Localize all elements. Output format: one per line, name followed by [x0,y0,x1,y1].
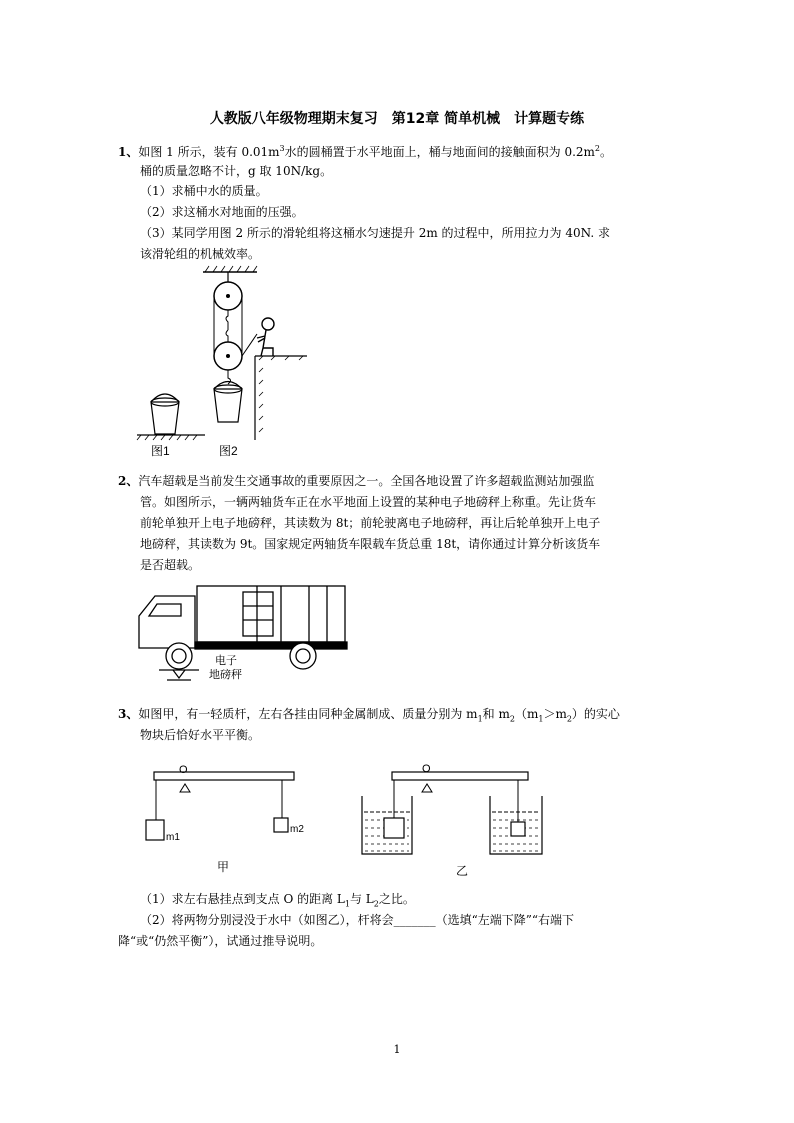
fig-jia-label: 甲 [217,860,230,874]
figure-pulley [135,262,315,462]
beaker-right [490,780,542,854]
page-number: 1 [393,1043,401,1056]
q2-line5: 是否超载。 [140,558,201,572]
fulcrum-icon [180,784,190,792]
fig-yi-label: 乙 [456,864,469,878]
figure-lever-yi [356,758,556,880]
scale-icon [159,670,199,680]
q2-number: 2、 [118,474,139,488]
hanging-bucket-icon [214,382,242,423]
q1-sub2: （2）求这桶水对地面的压强。 [140,205,304,219]
lever-bar [154,772,294,780]
q3-sub2: （2）将两物分别浸没于水中（如图乙），杆将会_______（选填“左端下降”“右端下 [140,913,575,927]
svg-text:O: O [179,764,188,776]
block-m1 [146,820,164,840]
page-title: 人教版八年级物理期末复习 第12章 简单机械 计算题专练 [209,111,585,127]
q3-sub1: （1）求左右悬挂点到支点 O 的距离 $L_1$与 $L_2$之比。 [140,892,415,909]
fig2-label: 图2 [219,444,238,458]
beaker-left [362,780,412,854]
q1-sub1: （1）求桶中水的质量。 [140,184,268,198]
q3-sub2-line2: 降“或“仍然平衡”），试通过推导说明。 [118,934,323,948]
scale-label-1: 电子 [215,655,237,667]
svg-text:m2: m2 [290,824,304,835]
q2-line3: 前轮单独开上电子地磅秤，其读数为 8t；前轮驶离电子地磅秤，再让后轮单独开上电子 [140,516,601,530]
bucket-icon [151,394,179,434]
truck-icon [139,586,347,669]
block-m2 [274,818,288,832]
fig1-label: 图1 [151,444,170,458]
q1-number: 1、 [118,145,139,159]
q1-line1: 1、如图 1 所示，装有 $0.01m^3$水的圆桶置于水平地面上，桶与地面间的接触面积为 $0.2m^2$。 [118,144,613,159]
q2-line1: 2、汽车超载是当前发生交通事故的重要原因之一。全国各地设置了许多超载监测站加强监 [118,474,595,488]
person-icon [257,318,274,356]
q1-sub3a: （3）某同学用图 2 所示的滑轮组将这桶水匀速提升 2m 的过程中，所用拉力为 40N. 求 [140,226,610,240]
svg-text:m1: m1 [166,832,180,843]
q3-number: 3、 [118,707,139,721]
q2-line2: 管。如图所示，一辆两轴货车正在水平地面上设置的某种电子地磅秤上称重。先让货车 [140,495,597,509]
q1-line2: 桶的质量忽略不计，g 取 10N/kg。 [140,164,333,178]
scale-label-2: 地磅秤 [209,669,242,681]
q3-line1: 3、如图甲，有一轻质杆，左右各挂由同种金属制成、质量分别为 $m_1$和 $m_2(m_1>m_2)$的实心 [118,707,620,724]
q1-sub3b: 该滑轮组的机械效率。 [140,247,261,261]
answer-blank[interactable]: _______ [393,913,436,927]
q3-line2: 物块后恰好水平平衡。 [140,728,261,742]
figure-lever-jia [140,758,310,878]
svg-text:O: O [422,763,431,775]
q2-line4: 地磅秤，其读数为 9t。国家规定两轴货车限载车货总重 18t，请你通过计算分析该货车 [140,537,601,551]
figure-truck [137,580,367,692]
fulcrum-icon [422,784,432,792]
